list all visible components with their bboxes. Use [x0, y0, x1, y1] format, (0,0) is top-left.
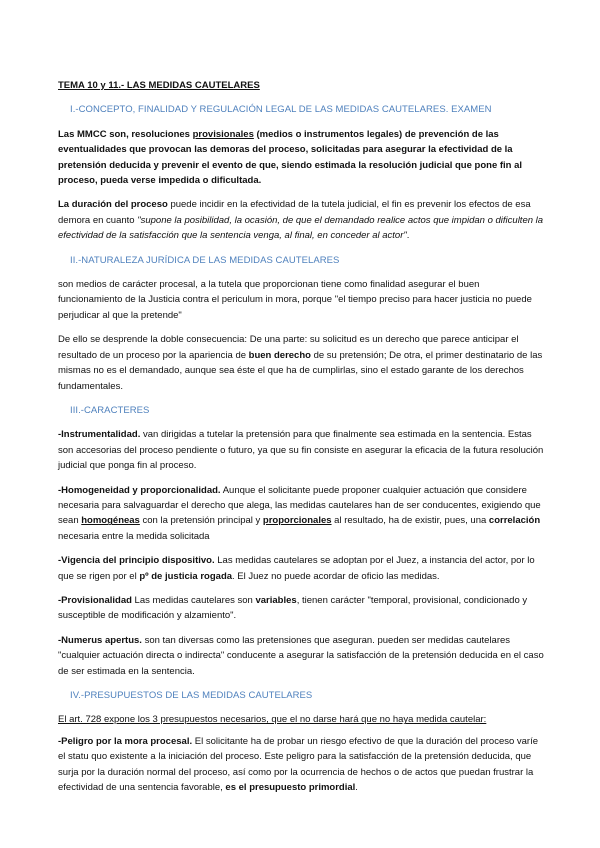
section-heading-2: II.-NATURALEZA JURÍDICA DE LAS MEDIDAS CAUTELARES	[70, 254, 340, 266]
text-run: .	[355, 782, 358, 794]
text-run: necesaria entre la medida solicitada	[58, 530, 210, 542]
text-run-bold: -Vigencia del principio dispositivo.	[58, 555, 215, 567]
text-run-bold: -Numerus apertus.	[58, 634, 142, 646]
paragraph-provisionalidad	[58, 593, 546, 624]
paragraph-instrumentalidad	[58, 427, 546, 473]
text-run-bold: variables	[255, 594, 297, 606]
paragraph-homogeneidad	[58, 483, 546, 545]
text-run: Las medidas cautelares son	[131, 594, 256, 606]
text-run: , tienen carácter "temporal, provisional, condicionado y susceptible de modificación y alzamiento".	[58, 594, 528, 622]
text-run-bold: correlación	[488, 515, 541, 527]
text-run: con la pretensión principal y	[139, 515, 263, 527]
section-heading-1: I.-CONCEPTO, FINALIDAD Y REGULACIÓN LEGAL DE LAS MEDIDAS CAUTELARES. EXAMEN	[70, 104, 492, 116]
text-run-bold: es el presupuesto primordial	[225, 782, 356, 794]
text-run: van dirigidas a tutelar la pretensión para que finalmente sea estimada en la sentencia. Estas son accesorias del proceso pendiente o futuro, ya que su fin consiste en asegurar la eficacia de la futura resolución judicial que ponga fin al proceso.	[58, 429, 544, 472]
text-run-bold: -Homogeneidad y proporcionalidad.	[58, 484, 221, 496]
text-run: De ello se desprende la doble consecuencia: De una parte: su solicitud es un derecho que parece anticipar el resultado de un proceso por la apariencia de	[58, 334, 519, 361]
paragraph-numerus-apertus	[58, 633, 546, 679]
text-run-bold: -Instrumentalidad.	[58, 429, 141, 441]
text-run: (medios o instrumentos legales) de prevención de las eventualidades que provocan las demoras del proceso, solicitadas para asegurar la efectividad de la pretensión deducida y prevenir el evento de que, siendo estimada la resolución judicial que pone fin al proceso, pueda verse impedida o dificultada.	[58, 128, 523, 187]
text-run: de su pretensión; De otra, el primer destinatario de las mismas no es el demandado, aunque sea éste el que ha de cumplirlas, sino el estado garante de los derechos fundamentales.	[58, 349, 543, 392]
text-run: Las MMCC son, resoluciones	[58, 128, 193, 140]
text-run-bold: La duración del proceso	[58, 199, 168, 211]
paragraph-consequence	[58, 332, 546, 394]
text-run-bold: -Peligro por la mora procesal.	[58, 735, 193, 747]
text-run-bold: pº de justicia rogada	[139, 570, 233, 582]
text-run-italic: "supone la posibilidad, la ocasión, de que el demandado realice actos que impidan o dificulten la efectividad de la satisfacción que la sentencia venga, al final, en conceder al actor"	[58, 214, 544, 242]
paragraph-peligro-mora	[58, 734, 546, 796]
paragraph-dispositivo	[58, 553, 546, 584]
text-run: son tan diversas como las pretensiones que aseguran. pueden ser medidas cautelares "cualquier actuación directa o indirecta" conducente a asegurar la satisfacción de la pretensión deducida en el caso de ser estimada en la sentencia.	[58, 634, 544, 677]
text-run: puede incidir en la efectividad de la tutela judicial, el fin es prevenir los efectos de esa demora en cuanto	[58, 199, 531, 226]
text-run: . El Juez no puede acordar de oficio las medidas.	[232, 570, 440, 582]
text-run: Las medidas cautelares se adoptan por el Juez, a instancia del actor, por lo que se rigen por el	[58, 555, 535, 582]
text-run: al resultado, ha de existir, pues, una	[331, 515, 489, 527]
text-run: Aunque el solicitante puede proponer cualquier actuación que considere necesaria para salvaguardar el derecho que alega, las medidas cautelares han de ser conducentes, exigiendo que sean	[58, 484, 541, 527]
text-run-bold-underlined: homogéneas	[81, 515, 140, 527]
text-run-bold: -Provisionalidad	[58, 594, 132, 606]
paragraph-nature: son medios de carácter procesal, a la tutela que proporcionan tiene como finalidad asegurar el buen funcionamiento de la Justicia contra el periculum in mora, porque "el tiempo preciso para hacer justicia no puede perjudicar al que la pretende"	[58, 279, 532, 321]
section-heading-3: III.-CARACTERES	[70, 404, 150, 416]
section-heading-4: IV.-PRESUPUESTOS DE LAS MEDIDAS CAUTELARES	[70, 690, 313, 701]
document-body	[58, 78, 546, 804]
text-run-underlined: provisionales	[192, 128, 254, 140]
page-title: TEMA 10 y 11.- LAS MEDIDAS CAUTELARES	[58, 80, 260, 91]
text-run-bold: buen derecho	[248, 349, 311, 361]
paragraph-definition	[58, 127, 546, 189]
paragraph-presupuestos-intro: El art. 728 expone los 3 presupuestos necesarios, que el no darse hará que no haya medida cautelar:	[58, 714, 487, 726]
text-run: El solicitante ha de probar un riesgo efectivo de que la duración del proceso varíe el statu quo existente a la iniciación del proceso. Este peligro para la satisfacción de la pretensión deducida, que surja por la duración normal del proceso, así como por la ocurrencia de hechos o de actos que puedan frustrar la efectividad de una sentencia favorable,	[58, 735, 539, 794]
text-run-bold-underlined: proporcionales	[262, 515, 332, 527]
text-run: .	[406, 230, 410, 242]
paragraph-duration	[58, 197, 546, 243]
